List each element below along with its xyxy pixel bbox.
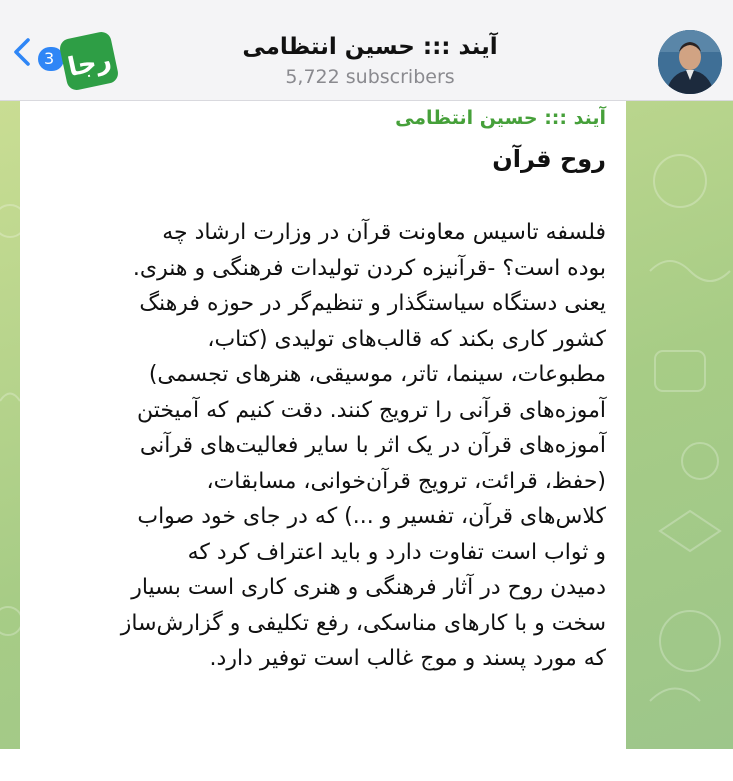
subscriber-count: 5,722 subscribers [285, 66, 455, 88]
channel-header [0, 0, 733, 101]
raja-logo[interactable] [58, 30, 120, 92]
back-chevron-icon[interactable] [10, 37, 34, 67]
message-line: کلاس‌های قرآن، تفسیر و ...) که در جای خود صواب [137, 504, 606, 529]
message-line: سخت و با کارهای مناسکی، رفع تکلیفی و گزارش‌ساز [120, 610, 606, 636]
message-line: فلسفه تاسیس معاونت قرآن در وزارت ارشاد چه [162, 220, 606, 245]
channel-title-block[interactable] [180, 31, 560, 90]
message-line: مطبوعات، سینما، تاتر، موسیقی، هنرهای تجسمی) [148, 362, 606, 387]
message-line: آموزه‌های قرآنی را ترویج کنند. دقت کنیم که آمیختن [136, 397, 606, 423]
message-line: کشور کاری بکند که قالب‌های تولیدی (کتاب، [207, 326, 606, 352]
message-body [46, 215, 606, 677]
message-line: یعنی دستگاه سیاستگذار و تنظیم‌گر در حوزه فرهنگ [139, 291, 606, 316]
message-line: و ثواب است تفاوت دارد و باید اعتراف کرد که [187, 539, 606, 565]
message-sender: آیند ::: حسین انتظامی [395, 107, 606, 129]
message-line: که مورد پسند و موج غالب است توفیر دارد. [209, 646, 606, 671]
avatar-photo [658, 30, 722, 94]
logo-text: رجا [65, 44, 115, 84]
channel-title: آیند ::: حسین انتظامی [242, 34, 498, 60]
channel-avatar[interactable] [658, 30, 722, 94]
message-headline: روح قرآن [492, 145, 606, 173]
message-line: دمیدن روح در آثار فرهنگی و هنری کاری است بسیار [131, 575, 606, 600]
message-line: (حفظ، قرائت، ترویج قرآن‌خوانی، مسابقات، [206, 468, 606, 494]
unread-count: 3 [44, 49, 55, 68]
message-line: آموزه‌های قرآن در یک اثر با سایر فعالیت‌های قرآنی [139, 433, 606, 458]
message-bubble[interactable] [20, 101, 626, 781]
message-line: بوده است؟ -قرآنیزه کردن تولیدات فرهنگی و هنری. [132, 255, 606, 281]
